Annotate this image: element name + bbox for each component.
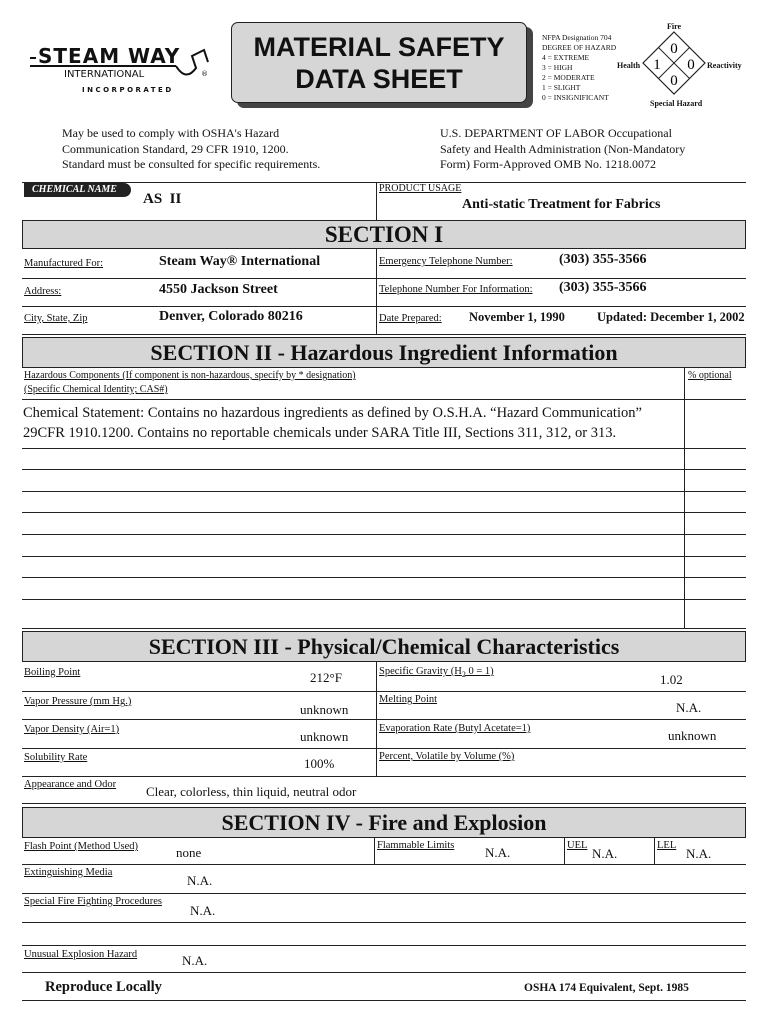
section-1-header: SECTION I: [22, 220, 746, 249]
updated-value: Updated: December 1, 2002: [597, 310, 745, 324]
flammable-limits-label: Flammable Limits: [377, 840, 455, 851]
nfpa-diamond: [642, 31, 706, 95]
rule: [564, 838, 565, 864]
flash-point-label: Flash Point (Method Used): [24, 841, 139, 852]
section-2-header: SECTION II - Hazardous Ingredient Information: [22, 337, 746, 368]
intro-right-line: U.S. DEPARTMENT OF LABOR Occupational: [440, 126, 672, 140]
city-value: Denver, Colorado 80216: [159, 309, 303, 324]
emergency-value: (303) 355-3566: [559, 252, 647, 267]
flash-point-value: none: [176, 845, 202, 860]
vapor-pressure-value: unknown: [300, 702, 349, 717]
components-label-line2: (Specific Chemical Identity; CAS#): [24, 384, 168, 395]
nfpa-degree: DEGREE OF HAZARD: [542, 43, 617, 52]
extinguishing-value: N.A.: [187, 873, 213, 888]
rule: [22, 306, 746, 307]
manufactured-value: Steam Way® International: [159, 254, 321, 269]
ingredient-line: [22, 448, 746, 449]
nfpa-scale-2: 2 = MODERATE: [542, 73, 595, 82]
boiling-point-label: Boiling Point: [24, 667, 81, 678]
title-line2: DATA SHEET: [295, 64, 463, 94]
title-line1: MATERIAL SAFETY: [253, 32, 505, 62]
vapor-pressure-label: Vapor Pressure (mm Hg.): [24, 696, 132, 707]
lel-label: LEL: [657, 840, 677, 851]
gravity-label-a: Specific Gravity (H: [379, 666, 462, 677]
ingredient-line: [22, 491, 746, 492]
section-4-header: SECTION IV - Fire and Explosion: [22, 807, 746, 838]
boiling-point-value: 212°F: [310, 670, 342, 685]
nfpa-health-label: Health: [617, 61, 641, 70]
nfpa-reactivity-value: 0: [687, 57, 695, 73]
rule: [22, 1000, 746, 1001]
nfpa-fire-label: Fire: [667, 22, 682, 31]
rule: [22, 278, 746, 279]
flammable-limits-value: N.A.: [485, 845, 511, 860]
nfpa-scale-4: 4 = EXTREME: [542, 53, 590, 62]
manufactured-label: Manufactured For:: [24, 258, 104, 269]
product-usage-label: PRODUCT USAGE: [379, 183, 462, 194]
rule: [22, 399, 746, 400]
components-label-line1: Hazardous Components (If component is non-hazardous, specify by * designation): [24, 370, 356, 381]
evaporation-rate-value: unknown: [668, 728, 717, 743]
nfpa-scale-3: 3 = HIGH: [542, 63, 573, 72]
rule: [654, 838, 655, 864]
rule: [22, 748, 746, 749]
chemical-name-label: CHEMICAL NAME: [24, 183, 131, 197]
date-prepared-value: November 1, 1990: [469, 310, 565, 324]
unusual-hazard-value: N.A.: [182, 953, 208, 968]
rule: [22, 893, 746, 894]
specific-gravity-value: 1.02: [660, 672, 683, 687]
nfpa-scale-0: 0 = INSIGNIFICANT: [542, 93, 609, 102]
extinguishing-label: Extinguishing Media: [24, 867, 113, 878]
product-usage-value: Anti-static Treatment for Fabrics: [462, 197, 661, 212]
ingredient-line: [22, 469, 746, 470]
rule: [22, 691, 746, 692]
svg-text:STEAM WAY: STEAM WAY: [38, 44, 181, 68]
special-procedures-label: Special Fire Fighting Procedures: [24, 896, 162, 907]
svg-text:INCORPORATED: INCORPORATED: [82, 86, 174, 94]
rule: [22, 945, 746, 946]
rule: [22, 776, 746, 777]
nfpa-fire-value: 0: [670, 41, 678, 57]
ingredient-line: [22, 628, 746, 629]
date-prepared-label: Date Prepared:: [379, 313, 442, 324]
optional-label: % optional: [688, 370, 732, 381]
appearance-label: Appearance and Odor: [24, 779, 117, 790]
rule: [22, 864, 746, 865]
rule: [22, 334, 746, 335]
info-value: (303) 355-3566: [559, 280, 647, 295]
vapor-density-label: Vapor Density (Air=1): [24, 724, 120, 735]
company-logo: [26, 42, 216, 97]
uel-label: UEL: [567, 840, 588, 851]
rule: [22, 972, 746, 973]
rule: [374, 838, 375, 864]
rule: [22, 803, 746, 804]
rule: [22, 922, 746, 923]
rule: [684, 368, 685, 628]
appearance-value: Clear, colorless, thin liquid, neutral odor: [146, 784, 357, 799]
gravity-label-sub: 2: [461, 670, 466, 679]
intro-right: [440, 126, 685, 173]
ingredient-line: [22, 534, 746, 535]
nfpa-designation: NFPA Designation 704: [542, 33, 612, 42]
rule: [376, 182, 377, 220]
nfpa-health-value: 1: [653, 57, 661, 73]
nfpa-special-value: 0: [670, 73, 678, 89]
special-procedures-value: N.A.: [190, 903, 216, 918]
chemical-statement-line2: 29CFR 1910.1200. Contains no reportable chemicals under SARA Title III, Sections 311, 312, or 313.: [23, 425, 617, 441]
address-value: 4550 Jackson Street: [159, 282, 278, 297]
evaporation-rate-label: Evaporation Rate (Butyl Acetate=1): [379, 723, 531, 734]
rule: [376, 249, 377, 334]
chemical-statement-line1: Chemical Statement: Contains no hazardous ingredients as defined by O.S.H.A. “Hazard Communication”: [23, 405, 642, 421]
intro-left-line: May be used to comply with OSHA's Hazard: [62, 126, 280, 140]
percent-volatile-label: Percent, Volatile by Volume (%): [379, 751, 515, 762]
vapor-density-value: unknown: [300, 729, 349, 744]
footer-reproduce: Reproduce Locally: [45, 979, 162, 995]
melting-point-label: Melting Point: [379, 694, 438, 705]
city-label: City, State, Zip: [24, 313, 88, 324]
intro-left-line: Standard must be consulted for specific requirements.: [62, 157, 321, 171]
melting-point-value: N.A.: [676, 700, 702, 715]
svg-text:INTERNATIONAL: INTERNATIONAL: [64, 69, 145, 80]
uel-value: N.A.: [592, 846, 618, 861]
solubility-label: Solubility Rate: [24, 752, 88, 763]
specific-gravity-label: [379, 666, 494, 679]
ingredient-line: [22, 512, 746, 513]
intro-left: [62, 126, 320, 173]
title-box: [231, 22, 527, 103]
chemical-name-value: AS II: [143, 191, 182, 207]
nfpa-legend: [542, 33, 616, 103]
rule: [22, 719, 746, 720]
nfpa-reactivity-label: Reactivity: [707, 61, 742, 70]
solubility-value: 100%: [304, 756, 335, 771]
footer-osha: OSHA 174 Equivalent, Sept. 1985: [524, 982, 689, 994]
intro-left-line: Communication Standard, 29 CFR 1910, 1200.: [62, 141, 289, 156]
lel-value: N.A.: [686, 846, 712, 861]
address-label: Address:: [24, 286, 62, 297]
info-label: Telephone Number For Information:: [379, 284, 533, 295]
section-3-header: SECTION III - Physical/Chemical Characteristics: [22, 631, 746, 662]
emergency-label: Emergency Telephone Number:: [379, 256, 513, 267]
gravity-label-b: 0 = 1): [465, 666, 494, 677]
intro-right-line: Form) Form-Approved OMB No. 1218.0072: [440, 157, 656, 171]
ingredient-line: [22, 577, 746, 578]
nfpa-special-label: Special Hazard: [650, 99, 703, 108]
unusual-hazard-label: Unusual Explosion Hazard: [24, 949, 138, 960]
ingredient-line: [22, 599, 746, 600]
ingredient-line: [22, 556, 746, 557]
nfpa-scale-1: 1 = SLIGHT: [542, 83, 581, 92]
svg-text:®: ®: [201, 70, 208, 78]
intro-right-line: Safety and Health Administration (Non-Mandatory: [440, 141, 686, 156]
